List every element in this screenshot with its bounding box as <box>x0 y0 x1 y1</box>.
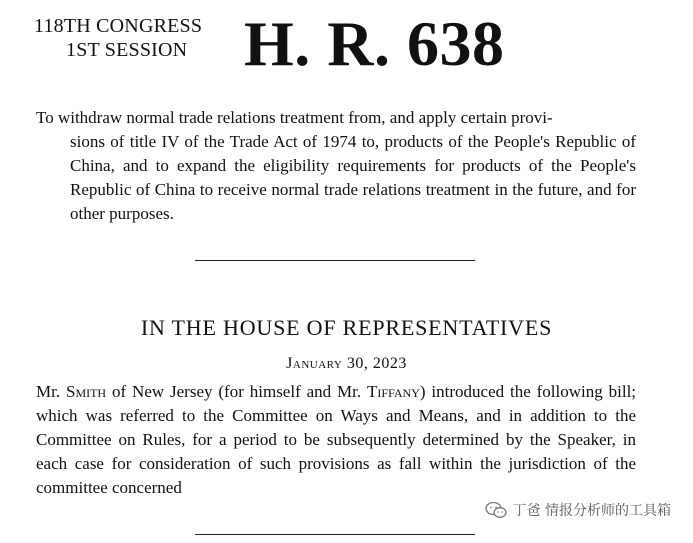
bill-number: H. R. 638 <box>244 8 505 79</box>
introduction-paragraph <box>36 380 636 500</box>
introduction-text-2: ) introduced the following bill; which was referred to the Committee on Ways and Means, and in addition to the Committee on Rules, for a period to be subsequently determined by the Speaker, in each case for consideration of such provisions as fall within the jurisdiction of the committee concerned <box>36 382 637 497</box>
divider-bottom <box>195 534 475 535</box>
divider-top <box>195 260 475 261</box>
chamber-heading: IN THE HOUSE OF REPRESENTATIVES <box>140 315 553 340</box>
watermark-text: 丁爸 情报分析师的工具箱 <box>512 503 671 519</box>
congress-session-block <box>34 14 202 62</box>
sponsor-name: Smith <box>65 382 107 401</box>
congress-label: 118TH CONGRESS <box>34 15 203 37</box>
purpose-rest: sions of title IV of the Trade Act of 1974 to, products of the People's Republic of China, and to expand the eligibility requirements for products of the People's Republic of China to receive normal trade relations treatment in the future, and for other purposes. <box>70 132 636 223</box>
session-label: 1ST SESSION <box>66 39 188 61</box>
purpose-first-line: To withdraw normal trade relations treatment from, and apply certain provi- <box>36 108 553 127</box>
bill-purpose <box>36 106 636 226</box>
introduction-date: January 30, 2023 <box>286 355 407 372</box>
introduction-text-1: of New Jersey (for himself and Mr. <box>112 382 362 401</box>
mr-prefix: Mr. <box>36 382 61 401</box>
watermark <box>485 500 671 520</box>
wechat-icon <box>485 501 507 519</box>
cosponsor-name: Tiffany <box>367 382 420 401</box>
